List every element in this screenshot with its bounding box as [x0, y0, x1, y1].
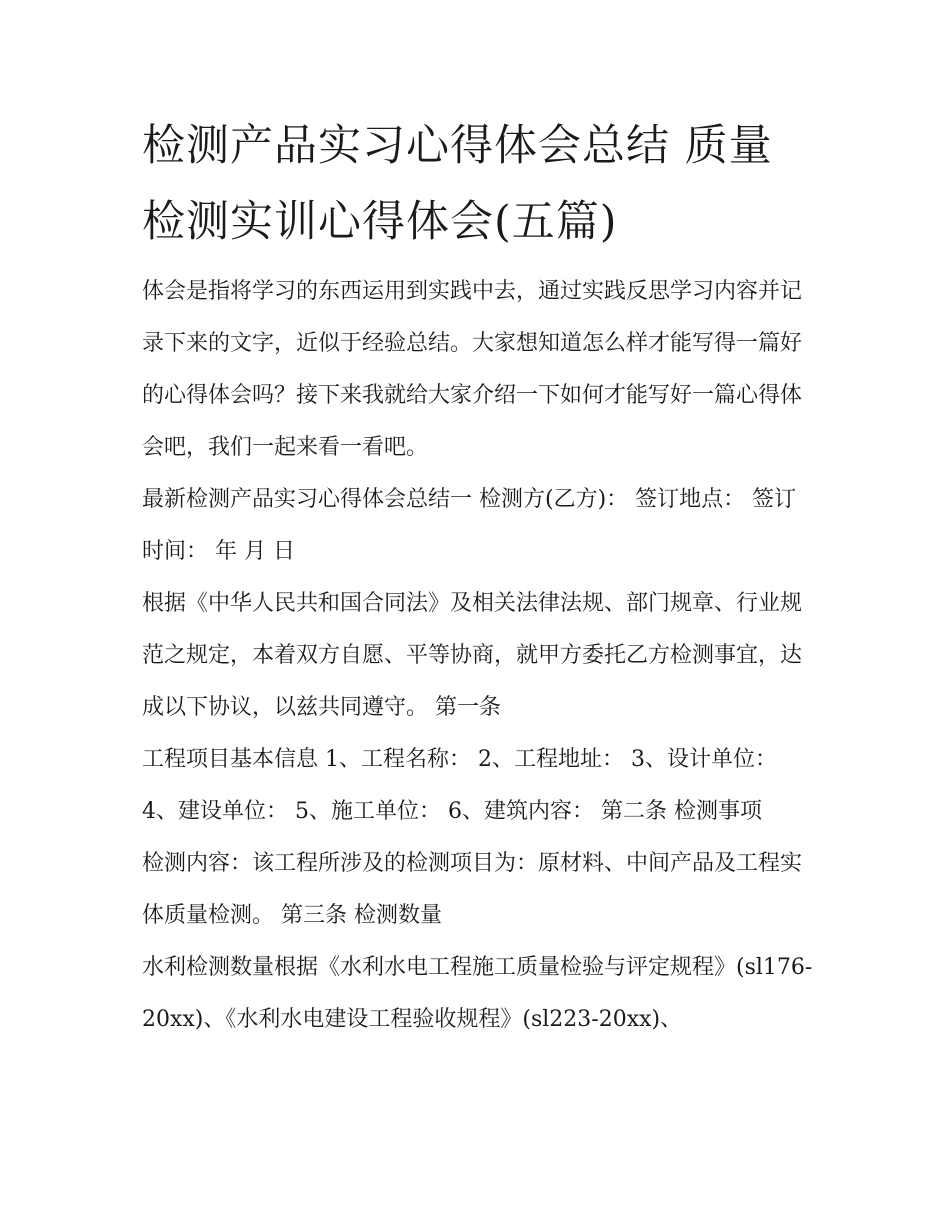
paragraph-legal-basis: 根据《中华人民共和国合同法》及相关法律法规、部门规章、行业规范之规定，本着双方自愿、平等协商，就甲方委托乙方检测事宜，达成以下协议，以兹共同遵守。 第一条	[142, 591, 803, 720]
paragraph-project-info: 工程项目基本信息 1、工程名称： 2、工程地址： 3、设计单位： 4、建设单位： 5、施工单位： 6、建筑内容： 第二条 检测事项	[142, 747, 784, 824]
paragraph-inspection-quantity: 水利检测数量根据《水利水电工程施工质量检验与评定规程》(sl176-20xx)、《水利水电建设工程验收规程》(sl223-20xx)、	[142, 955, 813, 1032]
document-page	[142, 108, 814, 1046]
paragraph-intro: 体会是指将学习的东西运用到实践中去，通过实践反思学习内容并记录下来的文字，近似于经验总结。大家想知道怎么样才能写得一篇好的心得体会吗？接下来我就给大家介绍一下如何才能写好一篇心得体会吧，我们一起来看一看吧。	[142, 279, 803, 460]
document-title: 检测产品实习心得体会总结 质量检测实训心得体会(五篇)	[142, 121, 773, 247]
paragraph-inspection-content: 检测内容：该工程所涉及的检测项目为：原材料、中间产品及工程实体质量检测。 第三条 检测数量	[142, 851, 803, 928]
paragraph-contract-header: 最新检测产品实习心得体会总结一 检测方(乙方)： 签订地点： 签订时间： 年 月 日	[142, 487, 797, 564]
